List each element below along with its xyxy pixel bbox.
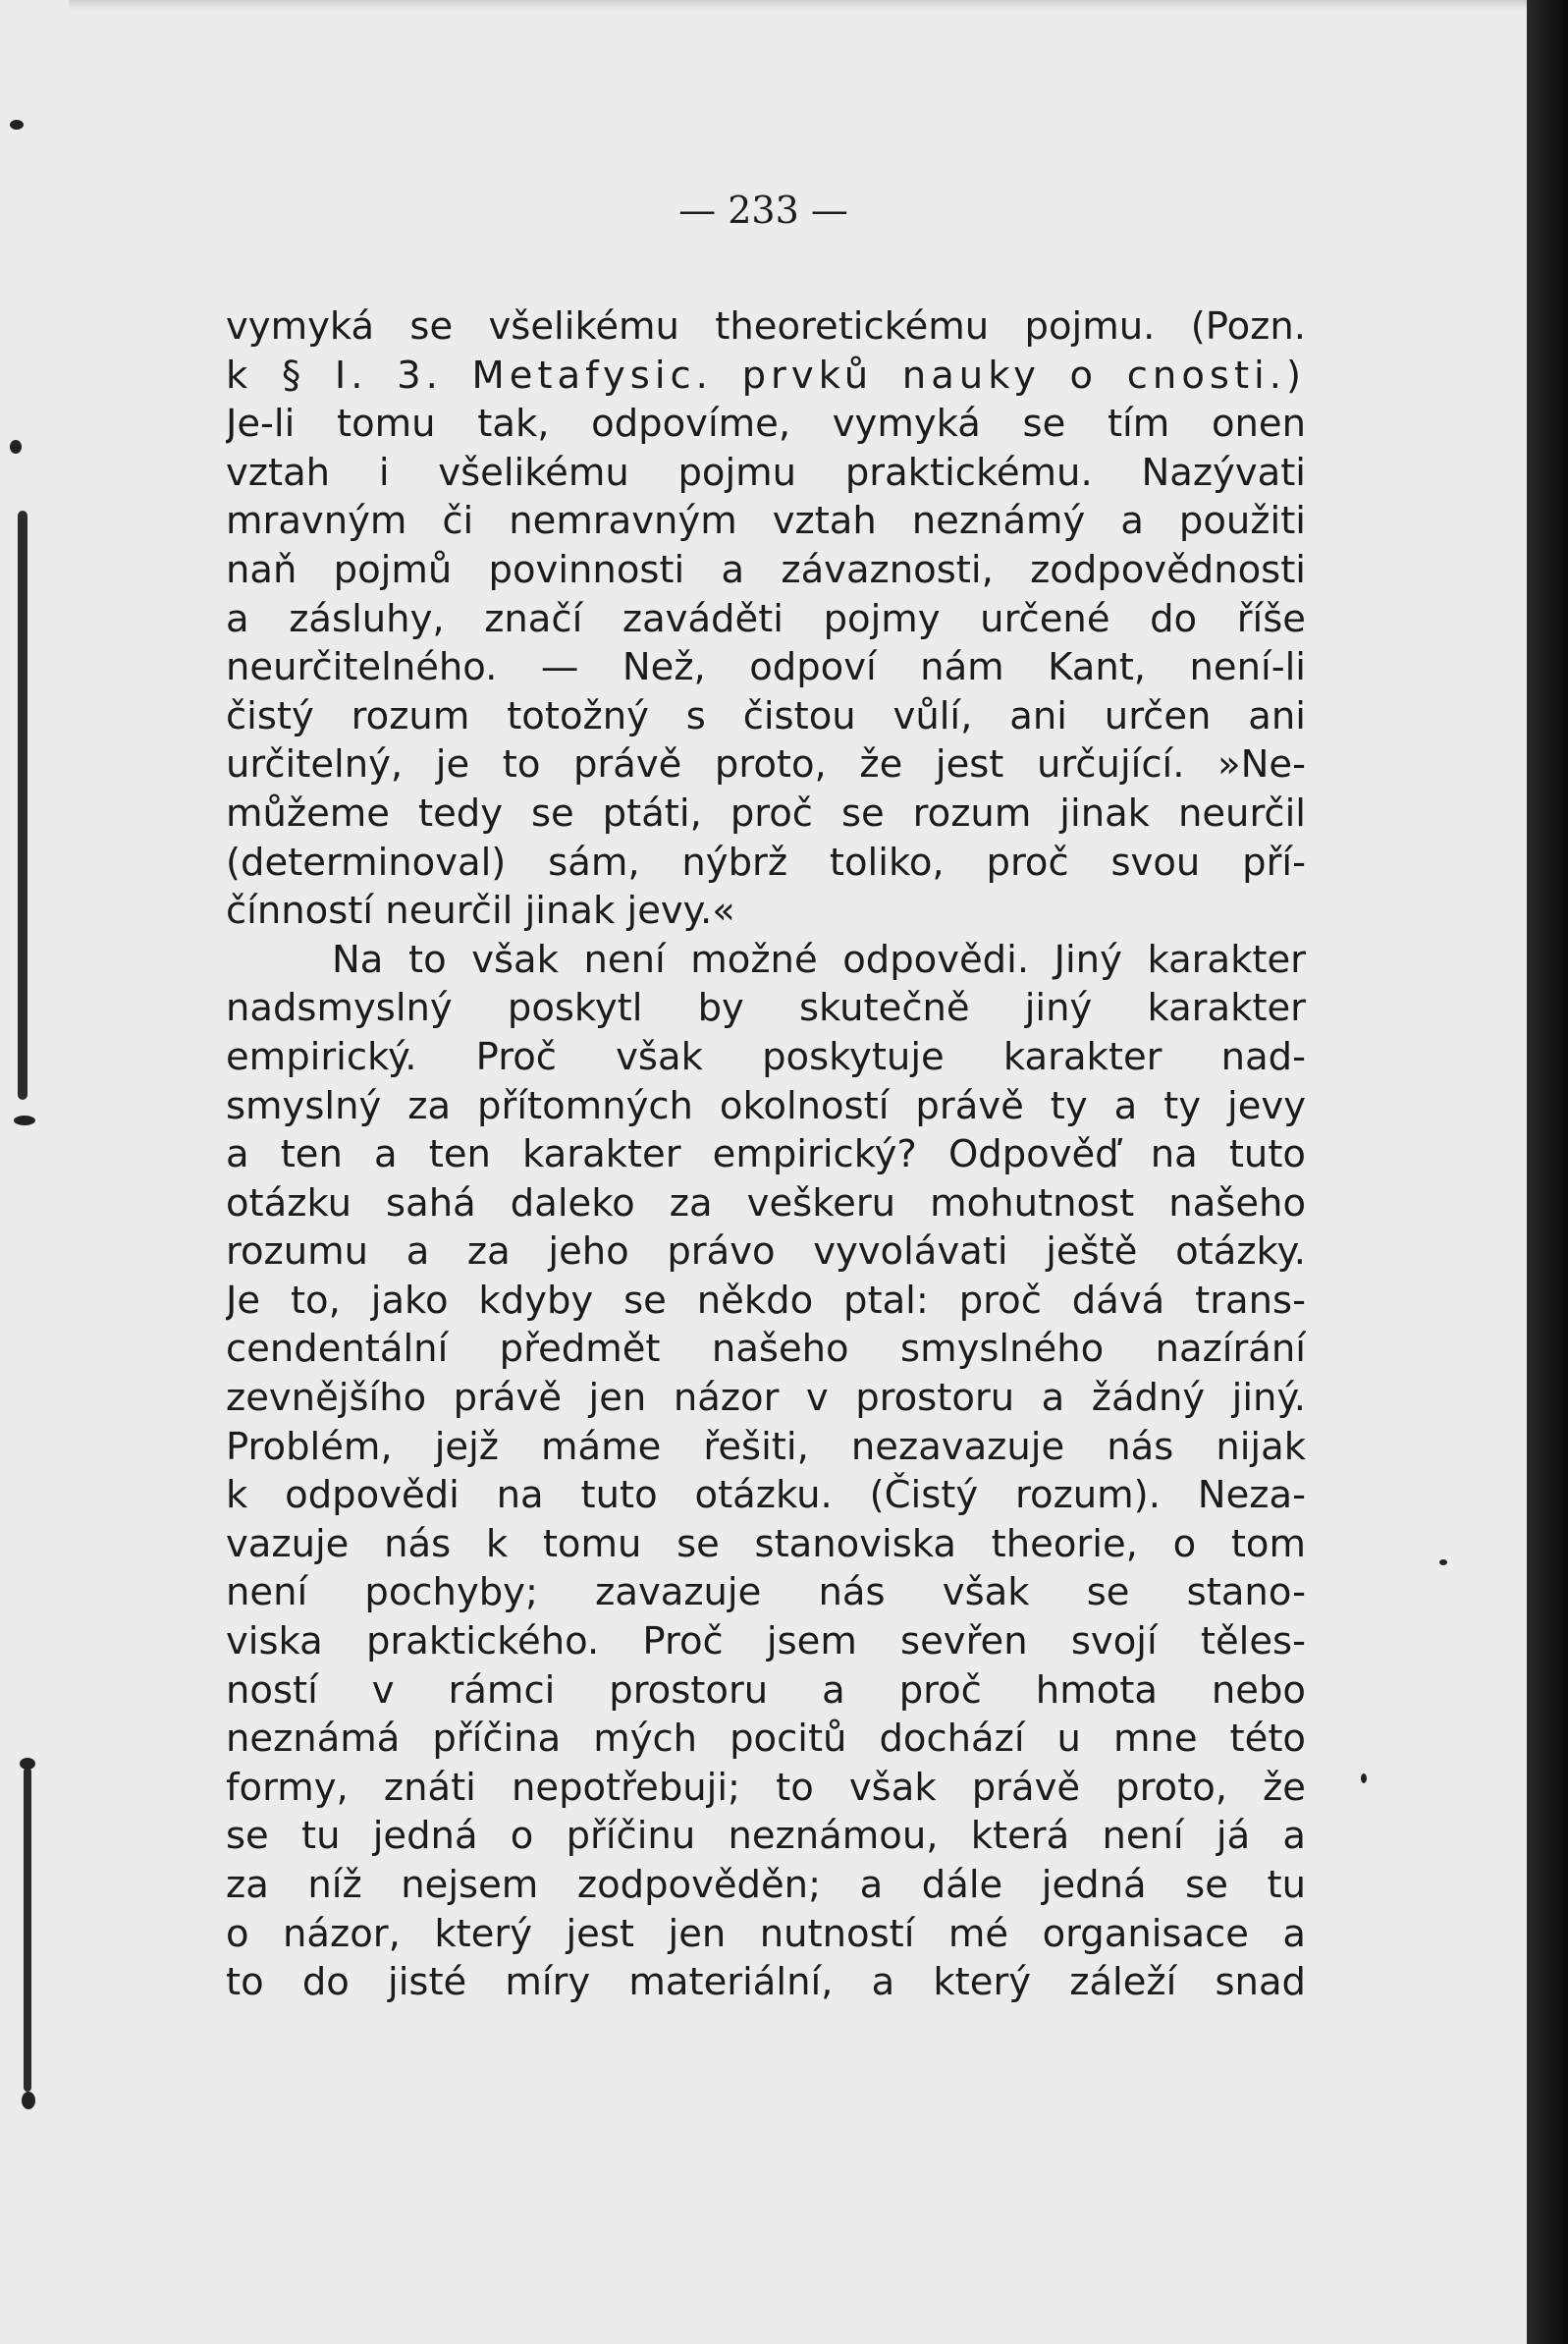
- text-line: cendentální předmět našeho smyslného nazírání: [226, 1327, 1306, 1372]
- text-line: viska praktického. Proč jsem sevřen svojí těles-: [226, 1619, 1306, 1664]
- text-line: vymyká se všelikému theoretickému pojmu. (Pozn.: [226, 304, 1306, 349]
- page-top-shadow: [69, 0, 1527, 10]
- text-line: vztah i všelikému pojmu praktickému. Nazývati: [226, 450, 1306, 495]
- text-line: k § I. 3. Metafysic. prvků nauky o cnosti.): [226, 353, 1306, 398]
- text-line: za níž nejsem zodpověděn; a dále jedná se tu: [226, 1863, 1306, 1907]
- text-line: to do jisté míry materiální, a který záleží snad: [226, 1960, 1306, 2005]
- text-line: neznámá příčina mých pocitů dochází u mne této: [226, 1717, 1306, 1762]
- text-line: a zásluhy, značí zaváděti pojmy určené do říše: [226, 596, 1306, 641]
- text-line: můžeme tedy se ptáti, proč se rozum jinak neurčil: [226, 790, 1306, 836]
- text-line: naň pojmů povinnosti a závaznosti, zodpovědnosti: [226, 547, 1306, 592]
- text-line: k odpovědi na tuto otázku. (Čistý rozum). Neza-: [226, 1473, 1306, 1518]
- text-line: nadsmyslný poskytl by skutečně jiný karakter: [226, 986, 1306, 1031]
- text-line: otázku sahá daleko za veškeru mohutnost našeho: [226, 1180, 1306, 1226]
- text-line: určitelný, je to právě proto, že jest určující. »Ne-: [226, 742, 1306, 788]
- text-line: formy, znáti nepotřebuji; to však právě proto, že: [226, 1765, 1306, 1810]
- text-line: není pochyby; zavazuje nás však se stano-: [226, 1570, 1306, 1615]
- binding-mark: [22, 2092, 35, 2109]
- text-line: mravným či nemravným vztah neznámý a použiti: [226, 499, 1306, 544]
- text-line: o názor, který jest jen nutností mé organisace a: [226, 1911, 1306, 1956]
- page-number: — 233 —: [678, 189, 848, 232]
- text-line: Je to, jako kdyby se někdo ptal: proč dává trans-: [226, 1278, 1306, 1323]
- text-line: Na to však není možné odpovědi. Jiný karakter: [332, 937, 1306, 982]
- ink-speck: [1361, 1773, 1367, 1783]
- binding-mark: [24, 1768, 31, 2092]
- text-line: se tu jedná o příčinu neznámou, která není já a: [226, 1814, 1306, 1859]
- text-line: vazuje nás k tomu se stanoviska theorie, o tom: [226, 1521, 1306, 1566]
- binding-mark: [20, 1758, 35, 1770]
- text-line: neurčitelného. — Než, odpoví nám Kant, není-li: [226, 645, 1306, 690]
- binding-mark: [10, 440, 22, 454]
- text-line: ností v rámci prostoru a proč hmota nebo: [226, 1667, 1306, 1713]
- body-text: [226, 302, 1306, 2007]
- binding-mark: [10, 120, 24, 130]
- text-line: Je-li tomu tak, odpovíme, vymyká se tím onen: [226, 402, 1306, 447]
- text-line: čistý rozum totožný s čistou vůlí, ani určen ani: [226, 693, 1306, 738]
- text-line: empirický. Proč však poskytuje karakter nad-: [226, 1034, 1306, 1079]
- text-line: (determinoval) sám, nýbrž toliko, proč svou pří-: [226, 840, 1306, 885]
- text-line: čínností neurčil jinak jevy.«: [226, 889, 735, 934]
- binding-mark: [18, 511, 27, 1100]
- text-line: smyslný za přítomných okolností právě ty a ty jevy: [226, 1083, 1306, 1128]
- text-line: Problém, jejž máme řešiti, nezavazuje nás nijak: [226, 1424, 1306, 1469]
- scan-edge: [1527, 0, 1568, 2344]
- text-line: rozumu a za jeho právo vyvolávati ještě otázky.: [226, 1229, 1306, 1275]
- paragraph: [226, 302, 1306, 936]
- binding-mark: [14, 1116, 35, 1125]
- text-line: a ten a ten karakter empirický? Odpověď na tuto: [226, 1132, 1306, 1177]
- paragraph: [226, 936, 1306, 2007]
- text-line: zevnějšího právě jen názor v prostoru a žádný jiný.: [226, 1376, 1306, 1421]
- ink-speck: [1439, 1559, 1447, 1565]
